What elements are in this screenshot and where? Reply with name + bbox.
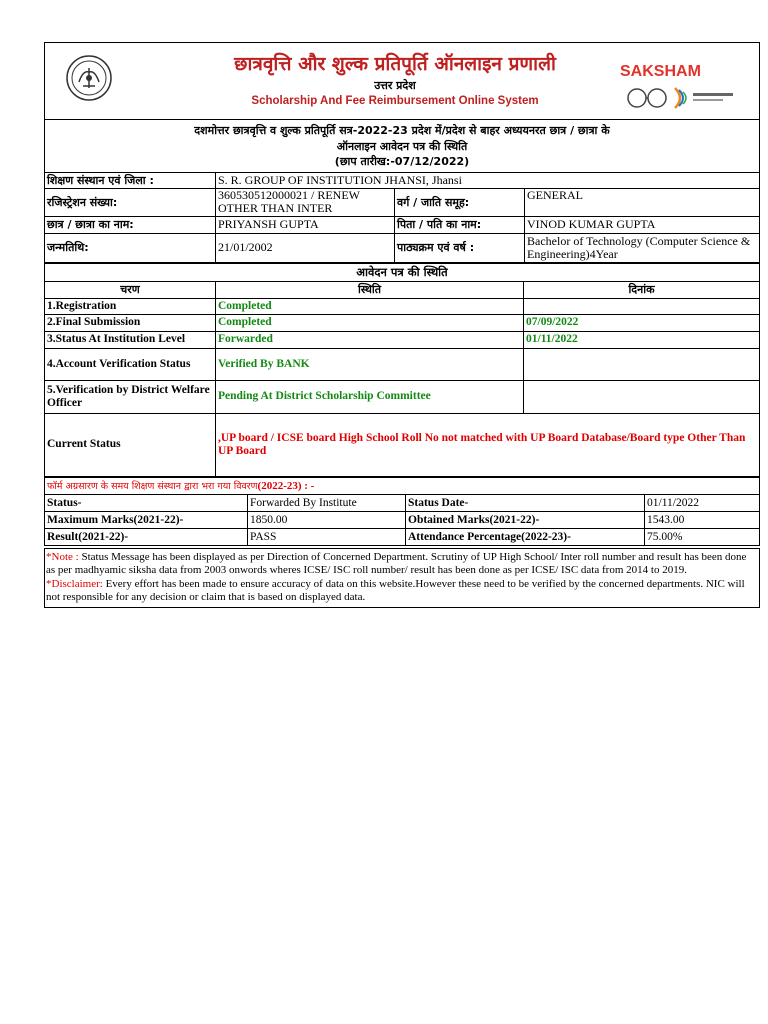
document-title	[44, 119, 760, 172]
dob-row	[45, 233, 760, 262]
disclaimer-text: Every effort has been made to ensure accuracy of data on this website.However these need to be verified by the concerned departments. NIC will not responsible for any decision or claim that is based on displayed data.	[46, 577, 745, 603]
result-label: Result(2021-22)-	[45, 528, 248, 545]
status-row-district-verification	[45, 380, 760, 413]
category-label: वर्ग / जाति समूह:	[395, 188, 525, 216]
status-cell: Verified By BANK	[216, 348, 524, 380]
current-status-label: Current Status	[45, 413, 216, 476]
dob-label: जन्मतिथि:	[45, 233, 216, 262]
registration-row	[45, 188, 760, 216]
status-row-account-verification	[45, 348, 760, 380]
note-label: *Note :	[46, 550, 82, 563]
max-marks-label: Maximum Marks(2021-22)-	[45, 511, 248, 528]
date-cell	[524, 348, 760, 380]
status-document	[44, 42, 760, 608]
category-value: GENERAL	[525, 188, 760, 216]
date-cell: 07/09/2022	[524, 314, 760, 331]
up-government-emblem-icon	[65, 54, 113, 102]
stage-cell: 2.Final Submission	[45, 314, 216, 331]
registration-value: 360530512000021 / RENEW OTHER THAN INTER	[216, 188, 395, 216]
institute-row	[45, 172, 760, 188]
saksham-brand: SAKSHAM	[620, 63, 701, 80]
student-row	[45, 216, 760, 233]
status-date-value: 01/11/2022	[645, 494, 760, 511]
notes-box	[44, 548, 760, 608]
date-column-header: दिनांक	[524, 281, 760, 298]
institute-status-row	[45, 494, 760, 511]
father-name-value: VINOD KUMAR GUPTA	[525, 216, 760, 233]
header-state: उत्तर प्रदेश	[374, 79, 416, 92]
institute-value: S. R. GROUP OF INSTITUTION JHANSI, Jhansi	[216, 172, 760, 188]
document-title-line1: दशमोत्तर छात्रवृत्ति व शुल्क प्रतिपूर्ति सत्र-2022-23 प्रदेश में/प्रदेश से बाहर अध्ययनरत छात्र / छात्रा के	[194, 124, 610, 137]
institute-label: शिक्षण संस्थान एवं जिला :	[45, 172, 216, 188]
disclaimer-paragraph	[46, 578, 758, 605]
header-title-english: Scholarship And Fee Reimbursement Online System	[251, 95, 539, 107]
status-cell: Completed	[216, 298, 524, 314]
date-cell: 01/11/2022	[524, 331, 760, 348]
course-label: पाठ्यक्रम एवं वर्ष :	[395, 233, 525, 262]
obtained-marks-label: Obtained Marks(2021-22)-	[406, 511, 645, 528]
status-value: Forwarded By Institute	[248, 494, 406, 511]
marks-row	[45, 511, 760, 528]
header-title-hindi: छात्रवृत्ति और शुल्क प्रतिपूर्ति ऑनलाइन प्रणाली	[234, 53, 556, 75]
obtained-marks-value: 1543.00	[645, 511, 760, 528]
result-row	[45, 528, 760, 545]
status-cell: Forwarded	[216, 331, 524, 348]
digital-india-logo-icon	[627, 85, 737, 111]
stage-cell: 3.Status At Institution Level	[45, 331, 216, 348]
status-column-header: स्थिति	[216, 281, 524, 298]
status-row-final-submission	[45, 314, 760, 331]
course-value: Bachelor of Technology (Computer Science & Engineering)4Year	[525, 233, 760, 262]
application-status-table	[44, 263, 760, 477]
status-cell: Pending At District Scholarship Committee	[216, 380, 524, 413]
institute-section-session: (2022-23) : -	[257, 479, 315, 492]
result-value: PASS	[248, 528, 406, 545]
status-date-label: Status Date-	[406, 494, 645, 511]
applicant-info-table	[44, 172, 760, 263]
student-name-label: छात्र / छात्रा का नाम:	[45, 216, 216, 233]
note-paragraph	[46, 551, 758, 578]
note-text: Status Message has been displayed as per Direction of Concerned Department. Scrutiny of UP High School/ Inter roll number and result has been done as per madhyamic siksha data from 2003 onwords wheres ICSE/ ISC roll number/ result has been done as per ICSE/ ISC data from 2014 to 2019.	[46, 550, 747, 576]
institute-details-table	[44, 494, 760, 546]
status-label: Status-	[45, 494, 248, 511]
stage-cell: 1.Registration	[45, 298, 216, 314]
institute-section-heading	[44, 477, 760, 494]
status-section-title: आवेदन पत्र की स्थिति	[45, 263, 760, 281]
status-row-institution	[45, 331, 760, 348]
max-marks-value: 1850.00	[248, 511, 406, 528]
student-name-value: PRIYANSH GUPTA	[216, 216, 395, 233]
registration-label: रजिस्ट्रेशन संख्या:	[45, 188, 216, 216]
current-status-row	[45, 413, 760, 476]
attendance-value: 75.00%	[645, 528, 760, 545]
stage-cell: 5.Verification by District Welfare Officer	[45, 380, 216, 413]
date-cell	[524, 298, 760, 314]
date-cell	[524, 380, 760, 413]
document-title-line2: ऑनलाइन आवेदन पत्र की स्थिति	[336, 139, 468, 153]
father-name-label: पिता / पति का नाम:	[395, 216, 525, 233]
current-status-value: ,UP board / ICSE board High School Roll No not matched with UP Board Database/Board type Other Than UP Board	[216, 413, 760, 476]
status-row-registration	[45, 298, 760, 314]
attendance-label: Attendance Percentage(2022-23)-	[406, 528, 645, 545]
status-cell: Completed	[216, 314, 524, 331]
stage-cell: 4.Account Verification Status	[45, 348, 216, 380]
dob-value: 21/01/2002	[216, 233, 395, 262]
institute-section-heading-text: फॉर्म अग्रसारण के समय शिक्षण संस्थान द्वारा भरा गया विवरण	[47, 480, 258, 492]
page-header	[44, 42, 760, 119]
stage-column-header: चरण	[45, 281, 216, 298]
print-date: (छाप तारीख:-07/12/2022)	[334, 155, 470, 168]
disclaimer-label: *Disclaimer:	[46, 577, 106, 590]
